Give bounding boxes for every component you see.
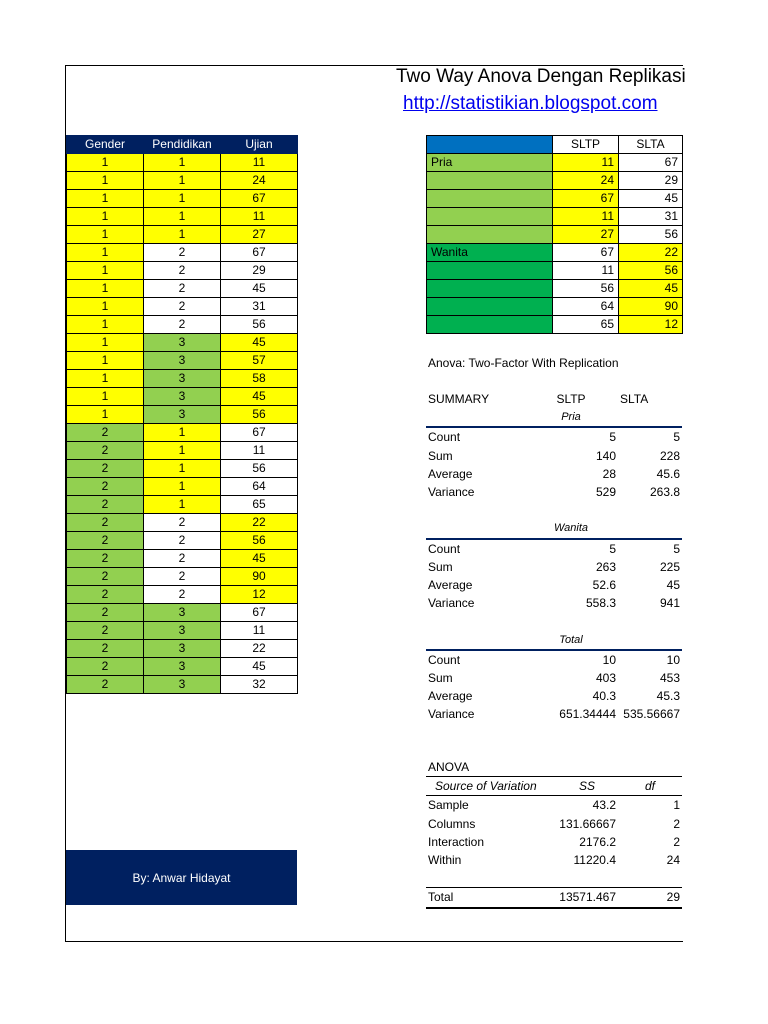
cell-gender[interactable]: 1	[67, 244, 144, 262]
summary-row	[426, 650, 682, 669]
summary-value-slta[interactable]: 228	[659, 448, 680, 463]
cell-gender[interactable]: 2	[67, 496, 144, 514]
cell-pendidikan[interactable]: 3	[144, 604, 221, 622]
summary-group-name[interactable]: Pria	[524, 408, 618, 427]
cell-gender[interactable]: 1	[67, 154, 144, 172]
cross-group-cell[interactable]	[427, 316, 553, 334]
cell-ujian[interactable]: 11	[221, 208, 298, 226]
cell-pendidikan[interactable]: 2	[144, 550, 221, 568]
cell-ujian[interactable]: 57	[221, 352, 298, 370]
cell-pendidikan[interactable]: 2	[144, 316, 221, 334]
summary-group-spacer	[426, 631, 524, 650]
cell-gender[interactable]: 1	[67, 352, 144, 370]
summary-value-sltp[interactable]: 140	[595, 448, 616, 463]
cell-gender[interactable]: 1	[67, 406, 144, 424]
cross-cell-slta[interactable]: 45	[619, 280, 683, 298]
anova-ss[interactable]: 131.66667	[559, 816, 616, 831]
cross-group-cell[interactable]	[427, 190, 553, 208]
anova-row	[426, 815, 682, 833]
cross-header-slta[interactable]: SLTA	[619, 136, 683, 154]
cell-pendidikan[interactable]: 1	[144, 226, 221, 244]
cell-gender[interactable]: 1	[67, 298, 144, 316]
summary-spacer-row	[426, 501, 682, 519]
table-row	[67, 280, 298, 298]
table-row	[67, 190, 298, 208]
summary-stat-label[interactable]: Average	[428, 689, 473, 704]
cross-group-cell[interactable]	[427, 280, 553, 298]
cell-pendidikan[interactable]: 2	[144, 532, 221, 550]
cross-cell-sltp[interactable]: 24	[553, 172, 619, 190]
cross-header-blank[interactable]	[427, 136, 553, 154]
anova-ss[interactable]: 2176.2	[579, 834, 616, 849]
summary-value-sltp[interactable]: 52.6	[592, 578, 616, 593]
cross-cell-slta[interactable]: 12	[619, 316, 683, 334]
anova-total-label[interactable]: Total	[426, 888, 556, 908]
cell-gender[interactable]: 2	[67, 460, 144, 478]
cell-pendidikan[interactable]: 2	[144, 244, 221, 262]
header-ujian[interactable]: Ujian	[221, 136, 298, 154]
cross-table	[426, 135, 683, 334]
summary-value-slta[interactable]: 535.56667	[623, 707, 680, 722]
cell-gender[interactable]: 2	[67, 586, 144, 604]
anova-total-ss[interactable]: 13571.467	[556, 888, 618, 908]
table-row	[67, 208, 298, 226]
summary-value-slta[interactable]: 45.3	[656, 689, 680, 704]
summary-stat-label[interactable]: Variance	[428, 485, 475, 500]
cell-ujian[interactable]: 22	[221, 514, 298, 532]
table-row	[67, 604, 298, 622]
summary-group-spacer	[618, 408, 682, 427]
summary-stat-label[interactable]: Sum	[428, 448, 453, 463]
summary-row	[426, 687, 682, 705]
summary-value-slta[interactable]: 45	[666, 578, 680, 593]
anova-header-df[interactable]: df	[618, 777, 682, 796]
cell-ujian[interactable]: 56	[221, 406, 298, 424]
summary-value-sltp[interactable]: 28	[602, 466, 616, 481]
anova-header-ss[interactable]: SS	[556, 777, 618, 796]
summary-value-sltp[interactable]: 10	[602, 652, 616, 667]
cell-pendidikan[interactable]: 2	[144, 262, 221, 280]
cross-header-sltp[interactable]: SLTP	[553, 136, 619, 154]
summary-group-name[interactable]: Wanita	[524, 519, 618, 538]
cell-pendidikan[interactable]: 3	[144, 622, 221, 640]
cell-ujian[interactable]: 12	[221, 586, 298, 604]
table-row	[67, 226, 298, 244]
cross-group-cell[interactable]: Wanita	[427, 244, 553, 262]
anova-header-source[interactable]: Source of Variation	[426, 777, 556, 796]
cell-pendidikan[interactable]: 1	[144, 172, 221, 190]
table-row	[67, 640, 298, 658]
summary-value-slta[interactable]: 10	[666, 652, 680, 667]
cell-ujian[interactable]: 45	[221, 280, 298, 298]
summary-value-slta[interactable]: 5	[673, 541, 680, 556]
cell-pendidikan[interactable]: 3	[144, 334, 221, 352]
summary-value-sltp[interactable]: 558.3	[585, 596, 616, 611]
summary-group-spacer	[618, 631, 682, 650]
cell-gender[interactable]: 2	[67, 478, 144, 496]
cell-pendidikan[interactable]: 3	[144, 676, 221, 694]
summary-value-sltp[interactable]: 40.3	[592, 689, 616, 704]
anova-df[interactable]: 2	[673, 834, 680, 849]
summary-header-label[interactable]: SUMMARY	[428, 392, 490, 406]
cell-pendidikan[interactable]: 3	[144, 388, 221, 406]
header-gender[interactable]: Gender	[67, 136, 144, 154]
cell-pendidikan[interactable]: 2	[144, 298, 221, 316]
summary-stat-label[interactable]: Variance	[428, 707, 475, 722]
cell-gender[interactable]: 2	[67, 424, 144, 442]
summary-group-spacer	[426, 408, 524, 427]
cell-pendidikan[interactable]: 2	[144, 586, 221, 604]
cross-cell-sltp[interactable]: 65	[553, 316, 619, 334]
cell-pendidikan[interactable]: 1	[144, 208, 221, 226]
cross-cell-slta[interactable]: 90	[619, 298, 683, 316]
cell-gender[interactable]: 1	[67, 280, 144, 298]
cross-row	[427, 154, 683, 172]
cell-ujian[interactable]: 32	[221, 676, 298, 694]
cross-group-cell[interactable]	[427, 262, 553, 280]
summary-row	[426, 705, 682, 723]
cell-ujian[interactable]: 64	[221, 478, 298, 496]
table-row	[67, 586, 298, 604]
cross-cell-slta[interactable]: 56	[619, 262, 683, 280]
cross-cell-slta[interactable]: 31	[619, 208, 683, 226]
summary-value-sltp[interactable]: 263	[595, 559, 616, 574]
summary-table	[426, 390, 682, 724]
anova-label[interactable]: ANOVA	[428, 760, 470, 774]
cell-gender[interactable]: 2	[67, 532, 144, 550]
anova-row	[426, 796, 682, 815]
table-row	[67, 298, 298, 316]
cell-gender[interactable]: 1	[67, 316, 144, 334]
cell-gender[interactable]: 1	[67, 172, 144, 190]
cell-pendidikan[interactable]: 3	[144, 640, 221, 658]
cell-ujian[interactable]: 11	[221, 442, 298, 460]
summary-stat-label[interactable]: Count	[428, 430, 461, 445]
summary-header-slta[interactable]: SLTA	[620, 392, 649, 406]
table-row	[67, 172, 298, 190]
cell-gender[interactable]: 2	[67, 658, 144, 676]
cross-row	[427, 244, 683, 262]
summary-group-spacer	[426, 519, 524, 538]
anova-total-df[interactable]: 29	[618, 888, 682, 908]
cross-cell-sltp[interactable]: 64	[553, 298, 619, 316]
cell-pendidikan[interactable]: 3	[144, 658, 221, 676]
cell-pendidikan[interactable]: 3	[144, 352, 221, 370]
cell-pendidikan[interactable]: 1	[144, 478, 221, 496]
table-row	[67, 406, 298, 424]
summary-stat-label[interactable]: Sum	[428, 671, 453, 686]
summary-row	[426, 594, 682, 612]
summary-header-row	[426, 390, 682, 408]
cell-gender[interactable]: 1	[67, 226, 144, 244]
table-row	[67, 676, 298, 694]
summary-stat-label[interactable]: Average	[428, 466, 473, 481]
cell-ujian[interactable]: 67	[221, 190, 298, 208]
summary-value-sltp[interactable]: 529	[595, 485, 616, 500]
cell-ujian[interactable]: 58	[221, 370, 298, 388]
table-row	[67, 550, 298, 568]
table-row	[67, 622, 298, 640]
cross-cell-sltp[interactable]: 56	[553, 280, 619, 298]
cell-pendidikan[interactable]: 2	[144, 280, 221, 298]
cell-gender[interactable]: 1	[67, 334, 144, 352]
summary-row	[426, 465, 682, 483]
cross-cell-slta[interactable]: 45	[619, 190, 683, 208]
summary-row	[426, 558, 682, 576]
cross-cell-slta[interactable]: 56	[619, 226, 683, 244]
cross-row	[427, 208, 683, 226]
summary-stat-label[interactable]: Sum	[428, 559, 453, 574]
cell-ujian[interactable]: 67	[221, 424, 298, 442]
cell-pendidikan[interactable]: 1	[144, 190, 221, 208]
cell-ujian[interactable]: 90	[221, 568, 298, 586]
cell-gender[interactable]: 1	[67, 388, 144, 406]
cell-ujian[interactable]: 56	[221, 316, 298, 334]
table-row	[67, 658, 298, 676]
summary-group-name[interactable]: Total	[524, 631, 618, 650]
frame-bottom-border	[65, 941, 683, 942]
anova-title: Anova: Two-Factor With Replication	[428, 356, 619, 370]
anova-df[interactable]: 1	[673, 798, 680, 813]
summary-value-sltp[interactable]: 651.34444	[559, 707, 616, 722]
cross-cell-slta[interactable]: 29	[619, 172, 683, 190]
anova-source[interactable]: Within	[428, 853, 462, 868]
summary-row	[426, 483, 682, 501]
cell-ujian[interactable]: 67	[221, 604, 298, 622]
cross-group-cell[interactable]	[427, 298, 553, 316]
anova-row	[426, 851, 682, 869]
table-row	[67, 478, 298, 496]
summary-value-slta[interactable]: 225	[659, 559, 680, 574]
summary-row	[426, 447, 682, 465]
cross-row	[427, 262, 683, 280]
blog-link[interactable]: http://statistikian.blogspot.com	[403, 93, 658, 114]
summary-stat-label[interactable]: Variance	[428, 596, 475, 611]
cross-group-cell[interactable]	[427, 172, 553, 190]
summary-spacer-row	[426, 612, 682, 630]
cell-gender[interactable]: 2	[67, 514, 144, 532]
cross-cell-sltp[interactable]: 11	[553, 208, 619, 226]
cell-gender[interactable]: 1	[67, 262, 144, 280]
cross-row	[427, 172, 683, 190]
summary-value-slta[interactable]: 263.8	[649, 485, 680, 500]
cross-cell-sltp[interactable]: 27	[553, 226, 619, 244]
summary-stat-label[interactable]: Average	[428, 578, 473, 593]
cross-cell-sltp[interactable]: 67	[553, 190, 619, 208]
anova-source[interactable]: Interaction	[428, 834, 485, 849]
cell-ujian[interactable]: 27	[221, 226, 298, 244]
cross-cell-slta[interactable]: 67	[619, 154, 683, 172]
summary-value-sltp[interactable]: 5	[609, 430, 616, 445]
summary-row	[426, 427, 682, 446]
summary-value-sltp[interactable]: 5	[609, 541, 616, 556]
cross-cell-sltp[interactable]: 11	[553, 262, 619, 280]
cell-gender[interactable]: 1	[67, 208, 144, 226]
summary-row	[426, 669, 682, 687]
cell-pendidikan[interactable]: 1	[144, 424, 221, 442]
anova-source[interactable]: Sample	[428, 798, 469, 813]
cell-pendidikan[interactable]: 2	[144, 568, 221, 586]
summary-value-slta[interactable]: 453	[659, 671, 680, 686]
cell-gender[interactable]: 2	[67, 640, 144, 658]
cross-cell-slta[interactable]: 22	[619, 244, 683, 262]
anova-source[interactable]: Columns	[428, 816, 476, 831]
cross-cell-sltp[interactable]: 11	[553, 154, 619, 172]
summary-header-sltp[interactable]: SLTP	[556, 392, 586, 406]
cell-gender[interactable]: 1	[67, 190, 144, 208]
cell-pendidikan[interactable]: 3	[144, 370, 221, 388]
cell-ujian[interactable]: 45	[221, 334, 298, 352]
table-row	[67, 316, 298, 334]
table-row	[67, 154, 298, 172]
anova-ss[interactable]: 43.2	[592, 798, 616, 813]
cell-ujian[interactable]: 24	[221, 172, 298, 190]
data-table-header	[67, 136, 298, 154]
table-row	[67, 244, 298, 262]
anova-header-row	[426, 777, 682, 796]
cell-ujian[interactable]: 11	[221, 154, 298, 172]
cell-pendidikan[interactable]: 1	[144, 496, 221, 514]
data-table	[66, 135, 298, 694]
cell-gender[interactable]: 2	[67, 442, 144, 460]
table-row	[67, 568, 298, 586]
table-row	[67, 388, 298, 406]
cell-ujian[interactable]: 45	[221, 388, 298, 406]
table-row	[67, 532, 298, 550]
cross-row	[427, 316, 683, 334]
cross-row	[427, 280, 683, 298]
cell-gender[interactable]: 2	[67, 604, 144, 622]
cell-ujian[interactable]: 45	[221, 658, 298, 676]
anova-ss[interactable]: 11220.4	[573, 853, 616, 868]
cross-group-cell[interactable]	[427, 208, 553, 226]
summary-stat-label[interactable]: Count	[428, 541, 461, 556]
summary-stat-label[interactable]: Count	[428, 652, 461, 667]
anova-table	[426, 758, 682, 909]
anova-row	[426, 833, 682, 851]
summary-group-header	[426, 408, 682, 427]
byline: By: Anwar Hidayat	[132, 870, 231, 885]
cell-ujian[interactable]: 22	[221, 640, 298, 658]
cell-ujian[interactable]: 11	[221, 622, 298, 640]
page-title: Two Way Anova Dengan Replikasi	[396, 66, 686, 87]
cell-gender[interactable]: 2	[67, 622, 144, 640]
byline-box	[66, 850, 297, 905]
cross-cell-sltp[interactable]: 67	[553, 244, 619, 262]
summary-row	[426, 576, 682, 594]
cell-ujian[interactable]: 56	[221, 532, 298, 550]
cell-ujian[interactable]: 56	[221, 460, 298, 478]
header-pendidikan[interactable]: Pendidikan	[144, 136, 221, 154]
cell-pendidikan[interactable]: 3	[144, 406, 221, 424]
table-row	[67, 460, 298, 478]
summary-value-slta[interactable]: 5	[673, 430, 680, 445]
summary-group-header	[426, 519, 682, 538]
cell-gender[interactable]: 2	[67, 676, 144, 694]
cross-row	[427, 298, 683, 316]
anova-df[interactable]: 2	[673, 816, 680, 831]
cross-group-cell[interactable]: Pria	[427, 154, 553, 172]
cross-row	[427, 190, 683, 208]
anova-total-row	[426, 888, 682, 908]
table-row	[67, 424, 298, 442]
summary-value-sltp[interactable]: 403	[595, 671, 616, 686]
table-row	[67, 442, 298, 460]
cell-pendidikan[interactable]: 1	[144, 154, 221, 172]
anova-spacer-row	[426, 869, 682, 888]
cell-gender[interactable]: 2	[67, 568, 144, 586]
cell-pendidikan[interactable]: 1	[144, 442, 221, 460]
summary-group-header	[426, 631, 682, 650]
anova-label-row	[426, 758, 682, 777]
cell-gender[interactable]: 1	[67, 370, 144, 388]
cell-ujian[interactable]: 67	[221, 244, 298, 262]
cell-ujian[interactable]: 65	[221, 496, 298, 514]
summary-value-slta[interactable]: 45.6	[656, 466, 680, 481]
cross-row	[427, 226, 683, 244]
cell-pendidikan[interactable]: 2	[144, 514, 221, 532]
cell-gender[interactable]: 2	[67, 550, 144, 568]
summary-row	[426, 539, 682, 558]
cross-group-cell[interactable]	[427, 226, 553, 244]
cell-pendidikan[interactable]: 1	[144, 460, 221, 478]
table-row	[67, 334, 298, 352]
table-row	[67, 496, 298, 514]
cross-header-row	[427, 136, 683, 154]
summary-value-slta[interactable]: 941	[659, 596, 680, 611]
anova-df[interactable]: 24	[666, 853, 680, 868]
table-row	[67, 514, 298, 532]
table-row	[67, 352, 298, 370]
table-row	[67, 262, 298, 280]
cell-ujian[interactable]: 29	[221, 262, 298, 280]
summary-group-spacer	[618, 519, 682, 538]
cell-ujian[interactable]: 31	[221, 298, 298, 316]
table-row	[67, 370, 298, 388]
cell-ujian[interactable]: 45	[221, 550, 298, 568]
